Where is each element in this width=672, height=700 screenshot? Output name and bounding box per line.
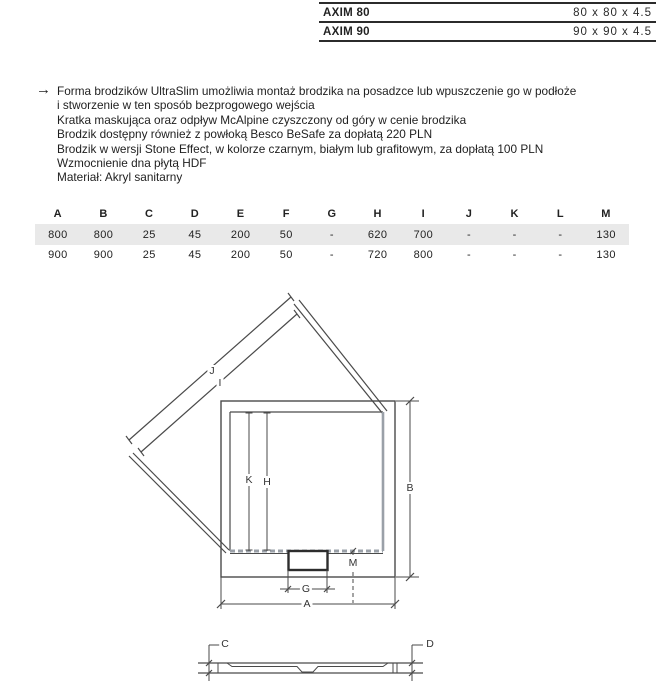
- feature-line: Brodzik w wersji Stone Effect, w kolorze czarnym, białym lub grafitowym, za dopłatą 100 PLN: [57, 141, 544, 156]
- dim-header-cell: J: [465, 208, 473, 220]
- dim-cell: 130: [596, 228, 616, 241]
- dim-header-cell: B: [99, 208, 108, 220]
- technical-drawing: [0, 280, 672, 700]
- dim-cell: -: [558, 249, 563, 261]
- dim-cell: 25: [142, 228, 156, 241]
- dim-header-cell: M: [601, 208, 611, 220]
- dim-cell: 130: [596, 249, 616, 261]
- feature-line: Forma brodzików UltraSlim umożliwia montaż brodzika na posadzce lub wpuszczenie go w podłoże: [57, 84, 577, 98]
- dim-label-d: D: [426, 638, 434, 650]
- table-row: [35, 246, 629, 264]
- dim-header-cell: K: [510, 208, 519, 220]
- table-row: [35, 224, 629, 245]
- dim-header-cell: C: [145, 208, 154, 220]
- dim-cell: 50: [279, 228, 293, 241]
- feature-line: i stworzenie w ten sposób bezprogowego wejścia: [57, 98, 315, 113]
- dim-cell: 900: [48, 249, 68, 261]
- dim-label-m: M: [348, 557, 358, 569]
- dim-header-cell: L: [556, 208, 564, 220]
- dim-label-k: K: [245, 474, 253, 486]
- dim-cell: 800: [413, 249, 434, 261]
- dim-cell: 50: [279, 249, 293, 261]
- dim-header-cell: A: [53, 208, 63, 220]
- dim-label-b: B: [406, 482, 414, 494]
- dim-cell: 800: [93, 228, 114, 241]
- section-view-drawing: [198, 645, 423, 681]
- dim-header-cell: E: [236, 208, 245, 220]
- dim-header-cell: D: [190, 208, 200, 220]
- product-table: [319, 2, 656, 42]
- dim-cell: -: [329, 228, 334, 241]
- dimension-table-header: [35, 206, 629, 222]
- dimension-table: [35, 206, 629, 264]
- dim-cell: -: [466, 249, 472, 261]
- product-row: [319, 21, 656, 42]
- feature-list: [57, 84, 657, 185]
- product-name: AXIM 90: [323, 25, 370, 38]
- feature-line: Materiał: Akryl sanitarny: [57, 170, 183, 185]
- dim-label-g: G: [301, 583, 311, 595]
- dim-cell: -: [329, 249, 334, 261]
- dim-cell: 700: [413, 228, 434, 241]
- product-name: AXIM 80: [323, 6, 370, 19]
- product-row: [319, 2, 656, 21]
- dim-cell: 45: [188, 228, 202, 241]
- dim-cell: 900: [93, 249, 114, 261]
- dim-cell: 200: [230, 228, 251, 241]
- dim-label-j: J: [209, 365, 215, 377]
- product-size: 80 x 80 x 4.5: [573, 6, 652, 19]
- feature-line: Wzmocnienie dna płytą HDF: [57, 156, 207, 171]
- dim-label-a: A: [303, 598, 311, 610]
- dim-cell: -: [512, 228, 517, 241]
- plan-view-drawing: [126, 293, 419, 609]
- dim-cell: 200: [230, 249, 251, 261]
- dim-header-cell: F: [282, 208, 290, 220]
- feature-line: Kratka maskująca oraz odpływ McAlpine czyszczony od góry w cenie brodzika: [57, 112, 467, 127]
- dim-cell: -: [558, 228, 563, 241]
- dim-cell: 620: [367, 228, 388, 241]
- dim-cell: -: [466, 228, 472, 241]
- arrow-bullet-icon: →: [36, 81, 51, 98]
- dim-label-h: H: [263, 476, 271, 488]
- dim-header-cell: I: [421, 208, 426, 220]
- dim-cell: -: [512, 249, 517, 261]
- dim-label-c: C: [221, 638, 229, 650]
- dim-header-cell: H: [373, 208, 382, 220]
- dim-cell: 25: [142, 249, 156, 261]
- product-size: 90 x 90 x 4.5: [573, 25, 652, 38]
- dim-header-cell: G: [327, 208, 337, 220]
- dim-cell: 800: [48, 228, 68, 241]
- technical-drawing-svg: [0, 280, 672, 700]
- feature-line: Brodzik dostępny również z powłoką Besco BeSafe za dopłatą 220 PLN: [57, 127, 433, 142]
- dim-cell: 45: [188, 249, 202, 261]
- dim-cell: 720: [367, 249, 388, 261]
- dim-label-i: I: [218, 377, 222, 389]
